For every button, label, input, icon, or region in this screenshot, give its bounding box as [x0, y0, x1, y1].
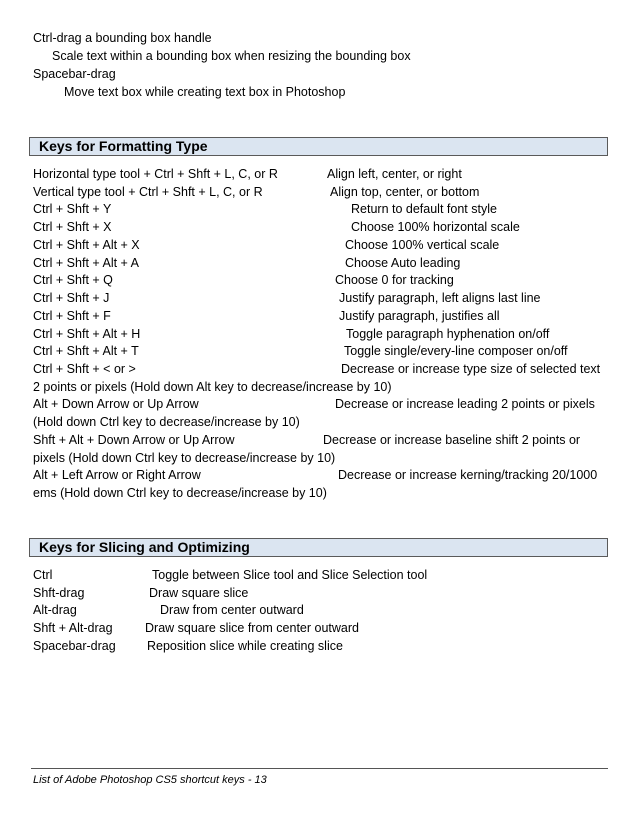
- shortcut-description: Draw square slice: [149, 586, 249, 600]
- shortcut-description: Justify paragraph, left aligns last line: [339, 291, 541, 305]
- intro-line: Move text box while creating text box in Photoshop: [64, 85, 346, 99]
- shortcut-key: Spacebar-drag: [33, 639, 116, 653]
- shortcut-key: Ctrl + Shft + X: [33, 220, 112, 234]
- shortcut-description: Decrease or increase leading 2 points or pixels: [335, 397, 595, 411]
- shortcut-description-continued: pixels (Hold down Ctrl key to decrease/increase by 10): [33, 451, 336, 465]
- shortcut-description: Decrease or increase kerning/tracking 20/1000: [338, 468, 598, 482]
- shortcut-description-continued: ems (Hold down Ctrl key to decrease/increase by 10): [33, 486, 327, 500]
- shortcut-description: Choose 100% horizontal scale: [351, 220, 520, 234]
- shortcut-key: Ctrl + Shft + < or >: [33, 362, 136, 376]
- shortcut-description: Toggle between Slice tool and Slice Selection tool: [152, 568, 428, 582]
- shortcut-key: Vertical type tool + Ctrl + Shft + L, C, or R: [33, 185, 263, 199]
- shortcut-description: Align left, center, or right: [327, 167, 462, 181]
- intro-line: Spacebar-drag: [33, 67, 116, 81]
- section-heading-slicing: Keys for Slicing and Optimizing: [29, 538, 608, 557]
- shortcut-description: Toggle single/every-line composer on/off: [344, 344, 568, 358]
- shortcut-description: Choose Auto leading: [345, 256, 461, 270]
- intro-line: Ctrl-drag a bounding box handle: [33, 31, 212, 45]
- shortcut-key: Alt + Left Arrow or Right Arrow: [33, 468, 201, 482]
- shortcut-key: Ctrl + Shft + Alt + H: [33, 327, 141, 341]
- shortcut-description: Draw from center outward: [160, 603, 304, 617]
- shortcut-key: Ctrl + Shft + Alt + A: [33, 256, 139, 270]
- shortcut-description: Choose 100% vertical scale: [345, 238, 500, 252]
- shortcut-key: Shft + Alt + Down Arrow or Up Arrow: [33, 433, 235, 447]
- shortcut-description: Justify paragraph, justifies all: [339, 309, 500, 323]
- shortcut-description: Toggle paragraph hyphenation on/off: [346, 327, 550, 341]
- shortcut-key: Shft + Alt-drag: [33, 621, 113, 635]
- intro-line: Scale text within a bounding box when resizing the bounding box: [52, 49, 411, 63]
- shortcut-description-continued: (Hold down Ctrl key to decrease/increase by 10): [33, 415, 300, 429]
- shortcut-description: Return to default font style: [351, 202, 497, 216]
- shortcut-description: Decrease or increase baseline shift 2 points or: [323, 433, 581, 447]
- shortcut-description: Decrease or increase type size of selected text: [341, 362, 601, 376]
- shortcut-key: Ctrl + Shft + Alt + X: [33, 238, 140, 252]
- shortcut-key: Alt-drag: [33, 603, 77, 617]
- shortcut-key: Ctrl + Shft + Y: [33, 202, 112, 216]
- shortcut-description: Draw square slice from center outward: [145, 621, 359, 635]
- shortcut-key: Ctrl + Shft + Alt + T: [33, 344, 139, 358]
- footer-divider: [31, 768, 608, 769]
- shortcut-key: Alt + Down Arrow or Up Arrow: [33, 397, 199, 411]
- shortcut-description-continued: 2 points or pixels (Hold down Alt key to decrease/increase by 10): [33, 380, 392, 394]
- shortcut-key: Ctrl + Shft + F: [33, 309, 111, 323]
- page-footer: List of Adobe Photoshop CS5 shortcut keys - 13: [33, 774, 267, 786]
- shortcut-description: Align top, center, or bottom: [330, 185, 480, 199]
- shortcut-key: Horizontal type tool + Ctrl + Shft + L, C, or R: [33, 167, 278, 181]
- shortcut-key: Ctrl + Shft + Q: [33, 273, 113, 287]
- section-heading-formatting: Keys for Formatting Type: [29, 137, 608, 156]
- shortcut-key: Ctrl: [33, 568, 53, 582]
- shortcut-description: Choose 0 for tracking: [335, 273, 454, 287]
- shortcut-description: Reposition slice while creating slice: [147, 639, 343, 653]
- shortcut-key: Ctrl + Shft + J: [33, 291, 110, 305]
- shortcut-key: Shft-drag: [33, 586, 85, 600]
